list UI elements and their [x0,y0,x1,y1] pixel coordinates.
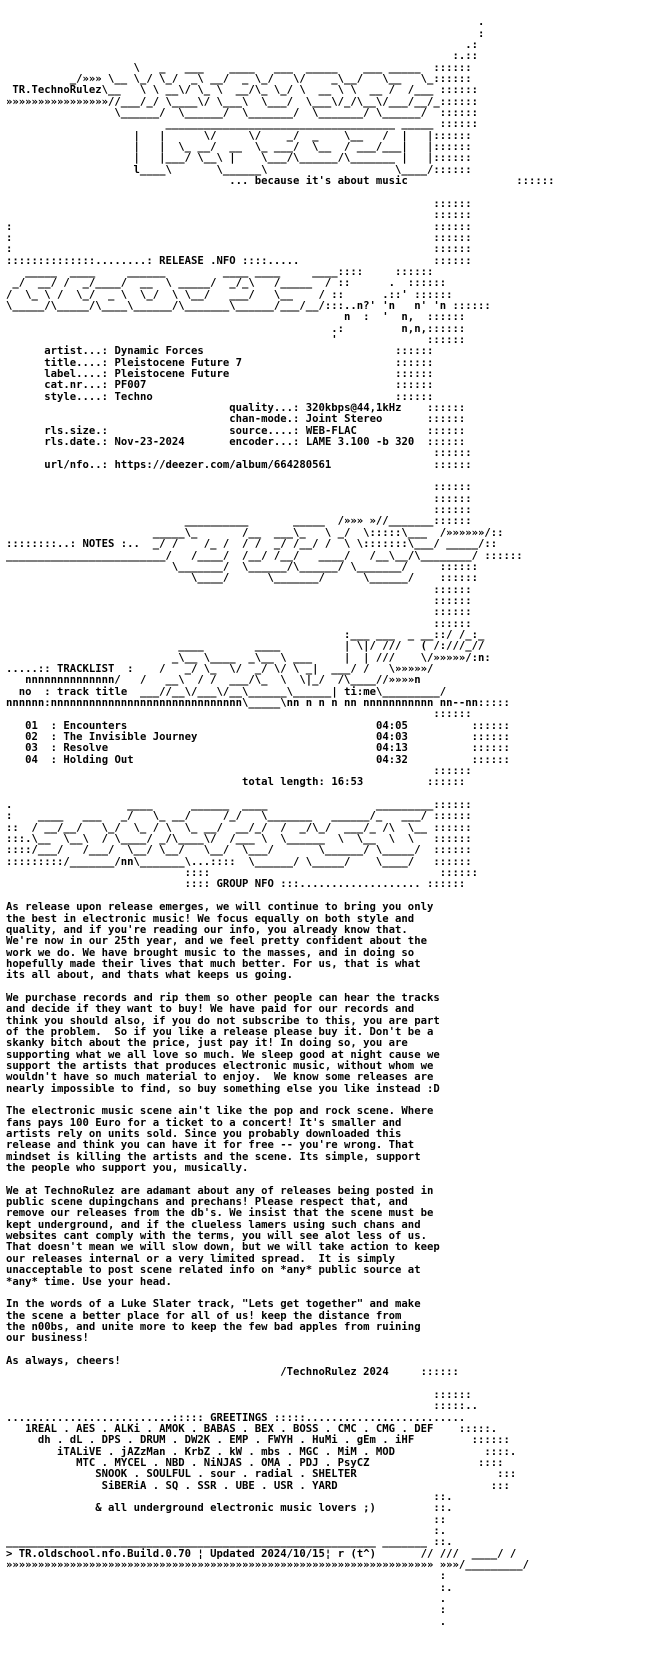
catnr-row: cat.nr...: PF007 :::::: [44,379,434,392]
greetings-list: 1REAL . AES . ALKi . AMOK . BABAS . BEX . BOSS . CMC . CMG . DEF :::::. dh . dL . DPS . DRUM . DW2K . EMP . FWYH . HuMi . gEm . iHF :::::: iTALiVE . jAZzMan . KrbZ . kW . mbs . MGC . MiM . MOD ::::. MTC . MYCEL . NBD . NiNJAS . OMA . PDJ . PsyCZ :::: SNOOK . SOULFUL . sour . radial . SHELTER ::: SiBERiA . SQ . SSR . UBE . USR . YARD ::: ::. & all underground electronic music lovers ;) ::. :: :. __________________________________________________________ _______ ::. > TR.oldschool.nfo.Build.0.70 ¦ Updated 2024/10/15¦ r (t^) // /// ____/ / »»»»»»»»»»»»»»»»»»»»»»»»»»»»»»»»»»»»»»»»»»»»»»»»»»»»»»»»»»»»»»»»»»» »»»/_________/ : :. . : . [6,1422,529,1628]
track-number: 01 [25,719,38,732]
group-paragraph-4: We at TechnoRulez are adamant about any of releases being posted in public scene dupingchans and prechans! Please respect that, and remove our releases from the db's. We insist that the scene must be kept underground, and if the clueless lamers using such chans and websites cant comply with the terms, you will see alot less of us. That doesn't mean we will slow down, but we will take action to keep our releases internal or a very limited spread. It is simply unacceptable to post scene related info on *any* public source at *any* time. Use your head. [6,1184,440,1288]
artist-row: artist...: Dynamic Forces :::::: [44,345,434,358]
track-time: 04:03 [375,731,408,743]
notes-header-rule: ________________________ [6,549,160,562]
url-value: https://deezer.com/album/664280561 [114,458,332,471]
encoder-label: encoder...: [229,436,300,449]
chanmode-label: chan-mode.: [229,413,300,426]
footer-mark: r (t^) [337,1547,376,1560]
group-paragraph-1: As release upon release emerges, we will continue to bring you only the best in electronic music! We focus equally on both style and quality, and if you're reading our info, you already know that. We're now in our 25th year, and we feel pretty confident about the work we do. We have brought music to the masses, and in doing so hopefully made their lives that much better. For us, that is what its all about, and thats what keeps us going. [6,901,434,982]
group-header: :::: GROUP NFO :::................... :::::: [184,878,466,891]
track-time: 04:32 [375,753,408,766]
tagline: ... because it's about music [229,175,408,188]
track-number: 02 [25,731,38,743]
group-paragraph-2: We purchase records and rip them so other people can hear the tracks and decide if they want to buy! We have paid for our records and think you should also, if you do not subscribe to this, you are part of the problem. So if you like a release please buy it. Don't be a skanky bitch about the price, just pay it! In doing so, you are supporting what we all love so much. We sleep good at night cause we support the artists that produces electronic music, without whom we wouldn't have so much material to enjoy. We know some releases are nearly impossible to find, so buy something else you like instead :D [6,991,440,1095]
track-row: 04 : Holding Out 04:32 :::::: [25,753,510,766]
chanmode-value: Joint Stereo [305,413,383,426]
notes-art-top: :::::: :::::: :::::: __________ _____ /»»» »//_______:::::: _____\_ /__ ___\_ \ _/ \:::::\___ /»»»»»»/:: [152,481,504,539]
blank-row: :::::: [6,447,472,460]
track-time: 04:13 [375,742,408,755]
col-time: ti:me [344,685,376,698]
group-paragraph-3: The electronic music scene ain't like the pop and rock scene. Where fans pays 100 Euro for a ticket to a concert! It's smaller and artists rely on units sold. Since you probably downloaded this release and think you can have it for free -- you're wrong. That mindset is killing the artists and the scene. Its simple, support the people who support you, musically. [6,1105,434,1175]
date-value: Nov-23-2024 [114,436,185,449]
tagline-line: ... because it's about music :::::: [229,175,555,188]
greetings-spacer: :::::: :::::.. [433,1388,478,1413]
source-value: WEB-FLAC [305,424,357,437]
track-title: Encounters [63,719,128,732]
track-number: 04 [25,753,38,766]
greetings-line: SNOOK . SOULFUL . sour . radial . SHELTER [95,1468,357,1481]
signature: /TechnoRulez 2024 [280,1366,389,1379]
chanmode-row: chan-mode.: Joint Stereo :::::: [229,413,466,426]
date-label: rls.date.: [44,436,109,449]
footer-updated: Updated 2024/10/15 [210,1547,325,1560]
url-label: url/nfo..: [44,458,109,471]
greetings-line: 1REAL . AES . ALKi . AMOK . BABAS . BEX . BOSS . CMC . CMG . DEF [25,1422,434,1435]
release-header-line: ::::::::::::::........: RELEASE .NFO ::::..... [6,254,300,267]
footer-build: > TR.oldschool.nfo.Build.0.70 [6,1547,191,1560]
url-row: url/nfo..: https://deezer.com/album/664280561 :::::: [44,458,472,471]
title-row: title....: Pleistocene Future 7 :::::: [44,356,434,369]
tracklist-underline: nnnnnnnnnnnnnn/ [25,674,121,687]
quality-value: 320kbps@44,1kHz [305,402,402,415]
greetings-closing: & all underground electronic music lovers ;) [95,1502,376,1515]
track-title: Holding Out [63,753,134,766]
track-title: Resolve [63,742,109,755]
style-row: style....: Techno :::::: [44,390,434,403]
track-row: :::::: [6,765,472,778]
tracklist-header-line: .....:: TRACKLIST : [6,662,134,675]
group-header-line: :::: GROUP NFO :::................... [184,878,421,891]
group-paragraph-5: In the words of a Luke Slater track, "Lets get together" and make the scene a better place for all of us! keep the distance from the n00bs, and unite more to keep the few bad apples from ruining our business! [6,1298,421,1345]
date-encoder-row: rls.date.: Nov-23-2024 encoder...: LAME 3.100 -b 320 :::::: [44,436,466,449]
total-label: total length: [242,776,325,789]
track-list [6,709,606,788]
total-length: 16:53 [331,776,364,789]
label-value: Pleistocene Future [114,368,230,380]
source-label: source....: [229,424,300,437]
style-label: style....: [44,390,109,403]
catnr-value: PF007 [114,379,147,392]
signature-line: /TechnoRulez 2024 :::::: [280,1366,459,1379]
catnr-label: cat.nr...: [44,379,109,392]
notes-header-line: ::::::::..: NOTES :.. [6,538,140,551]
style-value: Techno [114,390,153,403]
logo-art: . : .: :.:: \ _ ___ ____ ___ _____ ___ _____ :::::: _/»»» \__ \_/ \_/ _\ __/ _ \_/ \/ _\__/ \__ \_:::::: TR.TechnoRulez\__ \ \ __\/ \_ \ __/\_ \_/ \ __ \ \ __ / /___ :::::: »»»»»»»»»»»»»»»»//___/_/ \____\/ \___\ \___/ \___\/_/\__\/___/__/_:::::: \______/ \______/ \_______/ \_______/ \______/ :::::: ____________________________________ _____ :::::: | | \/ \/ _/ _ \__ / | |:::::: | | \_ __/ __ \_ ___/ \__ / ___/___| |:::::: | |___/ \__\ | \___/\______/\_______ | |:::::: l____\ \______\ \____/:::::: [6,16,485,176]
cheers-line: As always, cheers! [6,1354,121,1367]
label-label: label....: [44,368,109,380]
track-row: 03 : Resolve 04:13 :::::: [25,742,510,755]
track-title: The Invisible Journey [63,731,198,743]
greetings-line: dh . dL . DPS . DRUM . DW2K . EMP . FWYH . HuMi . gEm . iHF [37,1434,415,1447]
size-label: rls.size.: [44,424,109,437]
col-title: : track title [44,685,128,698]
track-row: 01 : Encounters 04:05 :::::: [25,719,510,732]
greetings-header: ..........................::::: GREETINGS :::::......................... [6,1411,466,1424]
nfo-document [6,6,606,1646]
size-source-row: rls.size.: source....: WEB-FLAC :::::: [44,424,466,437]
col-no: no [18,685,32,698]
greetings-line: iTALiVE . jAZzMan . KrbZ . kW . mbs . MGC . MiM . MOD [57,1445,396,1458]
title-value: Pleistocene Future 7 [114,356,243,369]
notes-header: ::::::::..: NOTES :.. _/ / /_ / / / _/ /__/ / \ \:::::::\___/ _____/:: _________________________/ /____/ /__/ /__/ ____/ /__\__/\________/ :::::: [6,538,523,562]
greetings-line: MTC . MYCEL . NBD . NiNJAS . OMA . PDJ . PsyCZ [76,1457,370,1469]
notes-art-bottom: \_______/ \______/\______/ \_______/ :::::: \____/ \_______/ \______/ :::::: :::::: :::::: :::::: :::::: :___ ___ _ __::/ /_:_ ____ ____ | \|/ /// ( /:///_// _\__ \____ _\__ \ ___ | | /// \/»»»»»/:n: [171,560,491,664]
total-row: total length: 16:53 :::::: [242,776,466,789]
quality-label: quality...: [229,402,300,415]
quality-row: quality...: 320kbps@44,1kHz :::::: [229,402,466,415]
encoder-value: LAME 3.100 -b 320 [305,436,415,449]
release-info [6,346,606,471]
title-label: title....: [44,356,109,369]
artist-value: Dynamic Forces [114,345,204,358]
track-time: 04:05 [375,719,408,732]
artist-label: artist...: [44,345,109,358]
label-row: label....: Pleistocene Future :::::: [44,368,434,380]
release-header: ::::::::::::::........: RELEASE .NFO ::::..... :::::: [6,254,472,267]
tracklist-header: .....:: TRACKLIST : / _/ \_ \/ _/ \/ \ _| ___/ / \»»»»»/ nnnnnnnnnnnnnn/ / __\ / / ___/\_ \ \|_/ /\____//»»»»n no : track title ___//__\/___\/__\______\______| ti:me\_________/ nnnnnn:nnnnnnnnnnnnnnnnnnnnnnnnnnnnnn\_____\nn n n n nn nnnnnnnnnnn nn--nn::::: [6,662,510,709]
greetings-line: SiBERiA . SQ . SSR . UBE . USR . YARD [101,1479,338,1492]
track-number: 03 [25,742,38,755]
group-nfo-art: . ____ ______ ____ _________:::::: : ____ ___ _/ \_ __/ /_/ \_______ ______/_ ___/ :::::: :: / __/__/ \_/ \_ / \ \_ __/ __/_/ / _/\_/ ___/_ /\ \__ :::::: :::.\__ \__\ / \____/ _/\____\/ /___ \ \______ \ \__ \ \ :::::: ::::/___/ /___/ \__/ \__/ \__/ \___/ \______/ \_____/ :::::: :::::::::/_______/nn\_______\...:::: \______/ \_____/ \____/ :::::: :::: :::::: [6,799,478,880]
track-row: 02 : The Invisible Journey 04:03 :::::: [25,731,510,743]
release-deco-top: :::::: :::::: : :::::: : :::::: : :::::: [6,197,472,256]
track-row: :::::: [6,708,472,721]
release-nfo-art: _____ ____ ______ ____ ____ ____:::: :::::: _/ __/ / _/____/ __ \ _____/ _/_\ /_____ / :: . :::::: / \_ \ / \_/ _ \ \_/ \ \__/ ___/ \__ / :: .::' :::::: \_____/\_____/\____\______/\_______\______/___/__/:::..n?' 'n n' 'n :::::: n : ' n, :::::: .: n,n,:::::: ' :::::: [6,265,491,346]
